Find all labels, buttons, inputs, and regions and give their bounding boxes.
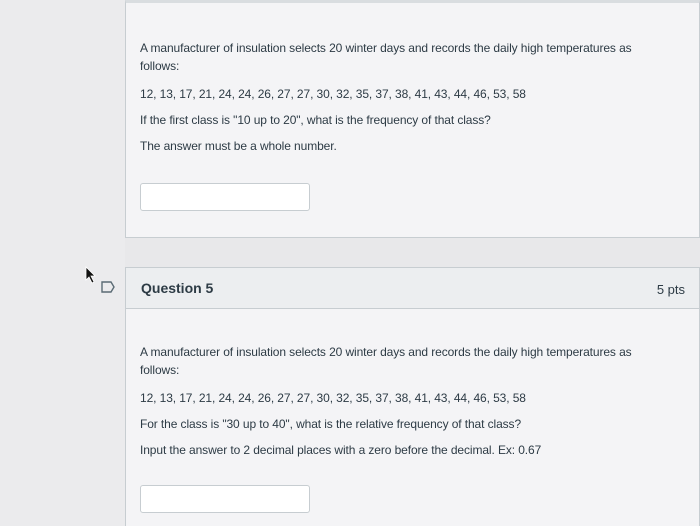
question-5-prompt: For the class is "30 up to 40", what is the relative frequency of that class? [140, 417, 522, 431]
mouse-pointer-icon [84, 266, 98, 284]
question-4-data: 12, 13, 17, 21, 24, 24, 26, 27, 27, 30, 32, 35, 37, 38, 41, 43, 44, 46, 53, 58 [140, 87, 526, 101]
question-5-header [126, 268, 699, 309]
question-4-intro: A manufacturer of insulation selects 20 winter days and records the daily high temperatures as follows: [140, 41, 632, 73]
question-5-intro: A manufacturer of insulation selects 20 winter days and records the daily high temperatures as follows: [140, 345, 632, 377]
question-4-card [125, 0, 700, 238]
question-5-data: 12, 13, 17, 21, 24, 24, 26, 27, 27, 30, 32, 35, 37, 38, 41, 43, 44, 46, 53, 58 [140, 391, 526, 405]
question-5-points: 5 pts [656, 282, 685, 297]
question-5-answer-input[interactable] [140, 485, 310, 513]
question-4-answer-input[interactable] [140, 183, 310, 211]
question-5-card [125, 267, 700, 526]
left-gutter [0, 0, 125, 526]
question-5-title: Question 5 [141, 280, 214, 296]
question-5-instruction: Input the answer to 2 decimal places with a zero before the decimal. Ex: 0.67 [140, 443, 542, 457]
flag-question-icon[interactable] [100, 280, 116, 294]
question-4-prompt: If the first class is "10 up to 20", what is the frequency of that class? [140, 113, 491, 127]
question-4-instruction: The answer must be a whole number. [140, 139, 337, 153]
